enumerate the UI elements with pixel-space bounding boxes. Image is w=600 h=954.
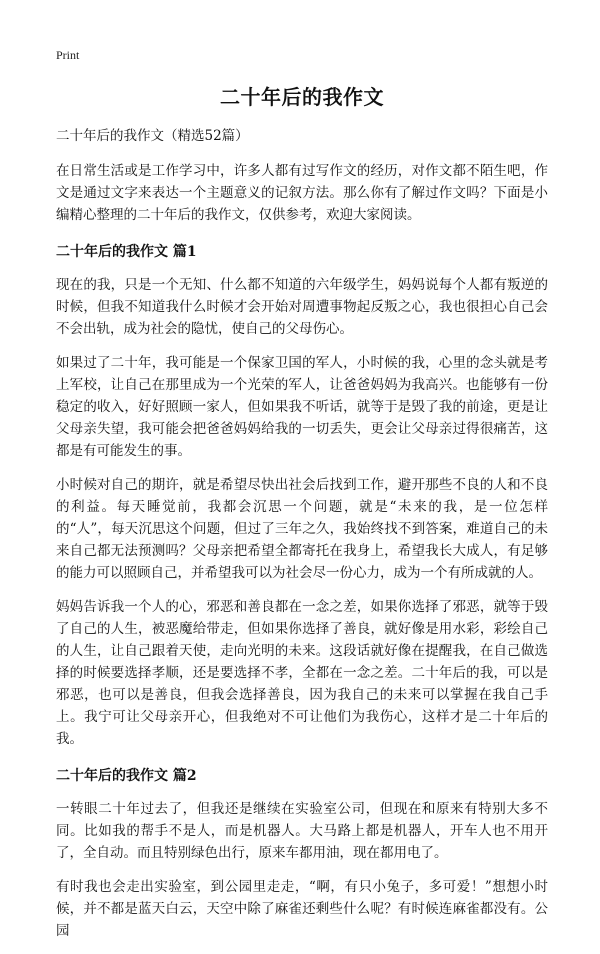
- section-1-paragraph-3: 小时候对自己的期许，就是希望尽快出社会后找到工作，避开那些不良的人和不良的利益。每天睡觉前，我都会沉思一个问题，就是“未来的我，是一位怎样的“人”，每天沉思这个问题，但过了三年之久，我始终找不到答案，难道自己的未来自己都无法预测吗？父母亲把希望全都寄托在我身上，希望我长大成人，有足够的能力可以照顾自己，并希望我可以为社会尽一份心力，成为一个有所成就的人。: [56, 477, 548, 581]
- section-2-paragraph-2: 有时我也会走出实验室，到公园里走走，“啊，有只小兔子，多可爱！”想想小时候，并不都是蓝天白云，天空中除了麻雀还剩些什么呢？有时候连麻雀都没有。公园: [56, 879, 548, 939]
- section-1-paragraph-4: 妈妈告诉我一个人的心，邪恶和善良都在一念之差，如果你选择了邪恶，就等于毁了自己的人生，被恶魔给带走，但如果你选择了善良，就好像是用水彩，彩绘自己的人生，让自己跟着天使，走向光明的未来。这段话就好像在提醒我，在自己做选择的时候要选择孝顺，还是要选择不孝，全都在一念之差。二十年后的我，可以是邪恶，也可以是善良，但我会选择善良，因为我自己的未来可以掌握在我自己手上。我宁可让父母亲开心，但我绝对不可让他们为我伤心，这样才是二十年后的我。: [56, 599, 548, 747]
- intro-paragraph: 在日常生活或是工作学习中，许多人都有过写作文的经历，对作文都不陌生吧，作文是通过文字来表达一个主题意义的记叙方法。那么你有了解过作文吗？下面是小编精心整理的二十年后的我作文，仅供参考，欢迎大家阅读。: [56, 163, 548, 223]
- print-link[interactable]: Print: [56, 48, 80, 62]
- document-page: [56, 72, 548, 954]
- section-heading-2: 二十年后的我作文 篇2: [56, 768, 197, 784]
- section-heading-1: 二十年后的我作文 篇1: [56, 244, 197, 260]
- document-title: 二十年后的我作文: [220, 85, 384, 109]
- section-2-paragraph-1: 一转眼二十年过去了，但我还是继续在实验室公司，但现在和原来有特别大多不同。比如我的帮手不是人，而是机器人。大马路上都是机器人，开车人也不用开了，全自动。而且特别绿色出行，原来车都用油，现在都用电了。: [56, 801, 548, 861]
- section-1-paragraph-1: 现在的我，只是一个无知、什么都不知道的六年级学生，妈妈说每个人都有叛逆的时候，但我不知道我什么时候才会开始对周遭事物起反叛之心，我也很担心自己会不会出轨，成为社会的隐忧，使自己的父母伤心。: [56, 277, 548, 337]
- section-1-paragraph-2: 如果过了二十年，我可能是一个保家卫国的军人，小时候的我，心里的念头就是考上军校，让自己在那里成为一个光荣的军人，让爸爸妈妈为我高兴。也能够有一份稳定的收入，好好照顾一家人，但如果我不听话，就等于是毁了我的前途，更是让父母亲失望，我可能会把爸爸妈妈给我的一切丢失，更会让父母亲过得很痛苦，这都是有可能发生的事。: [56, 355, 548, 459]
- document-subtitle: 二十年后的我作文（精选52篇）: [56, 128, 249, 144]
